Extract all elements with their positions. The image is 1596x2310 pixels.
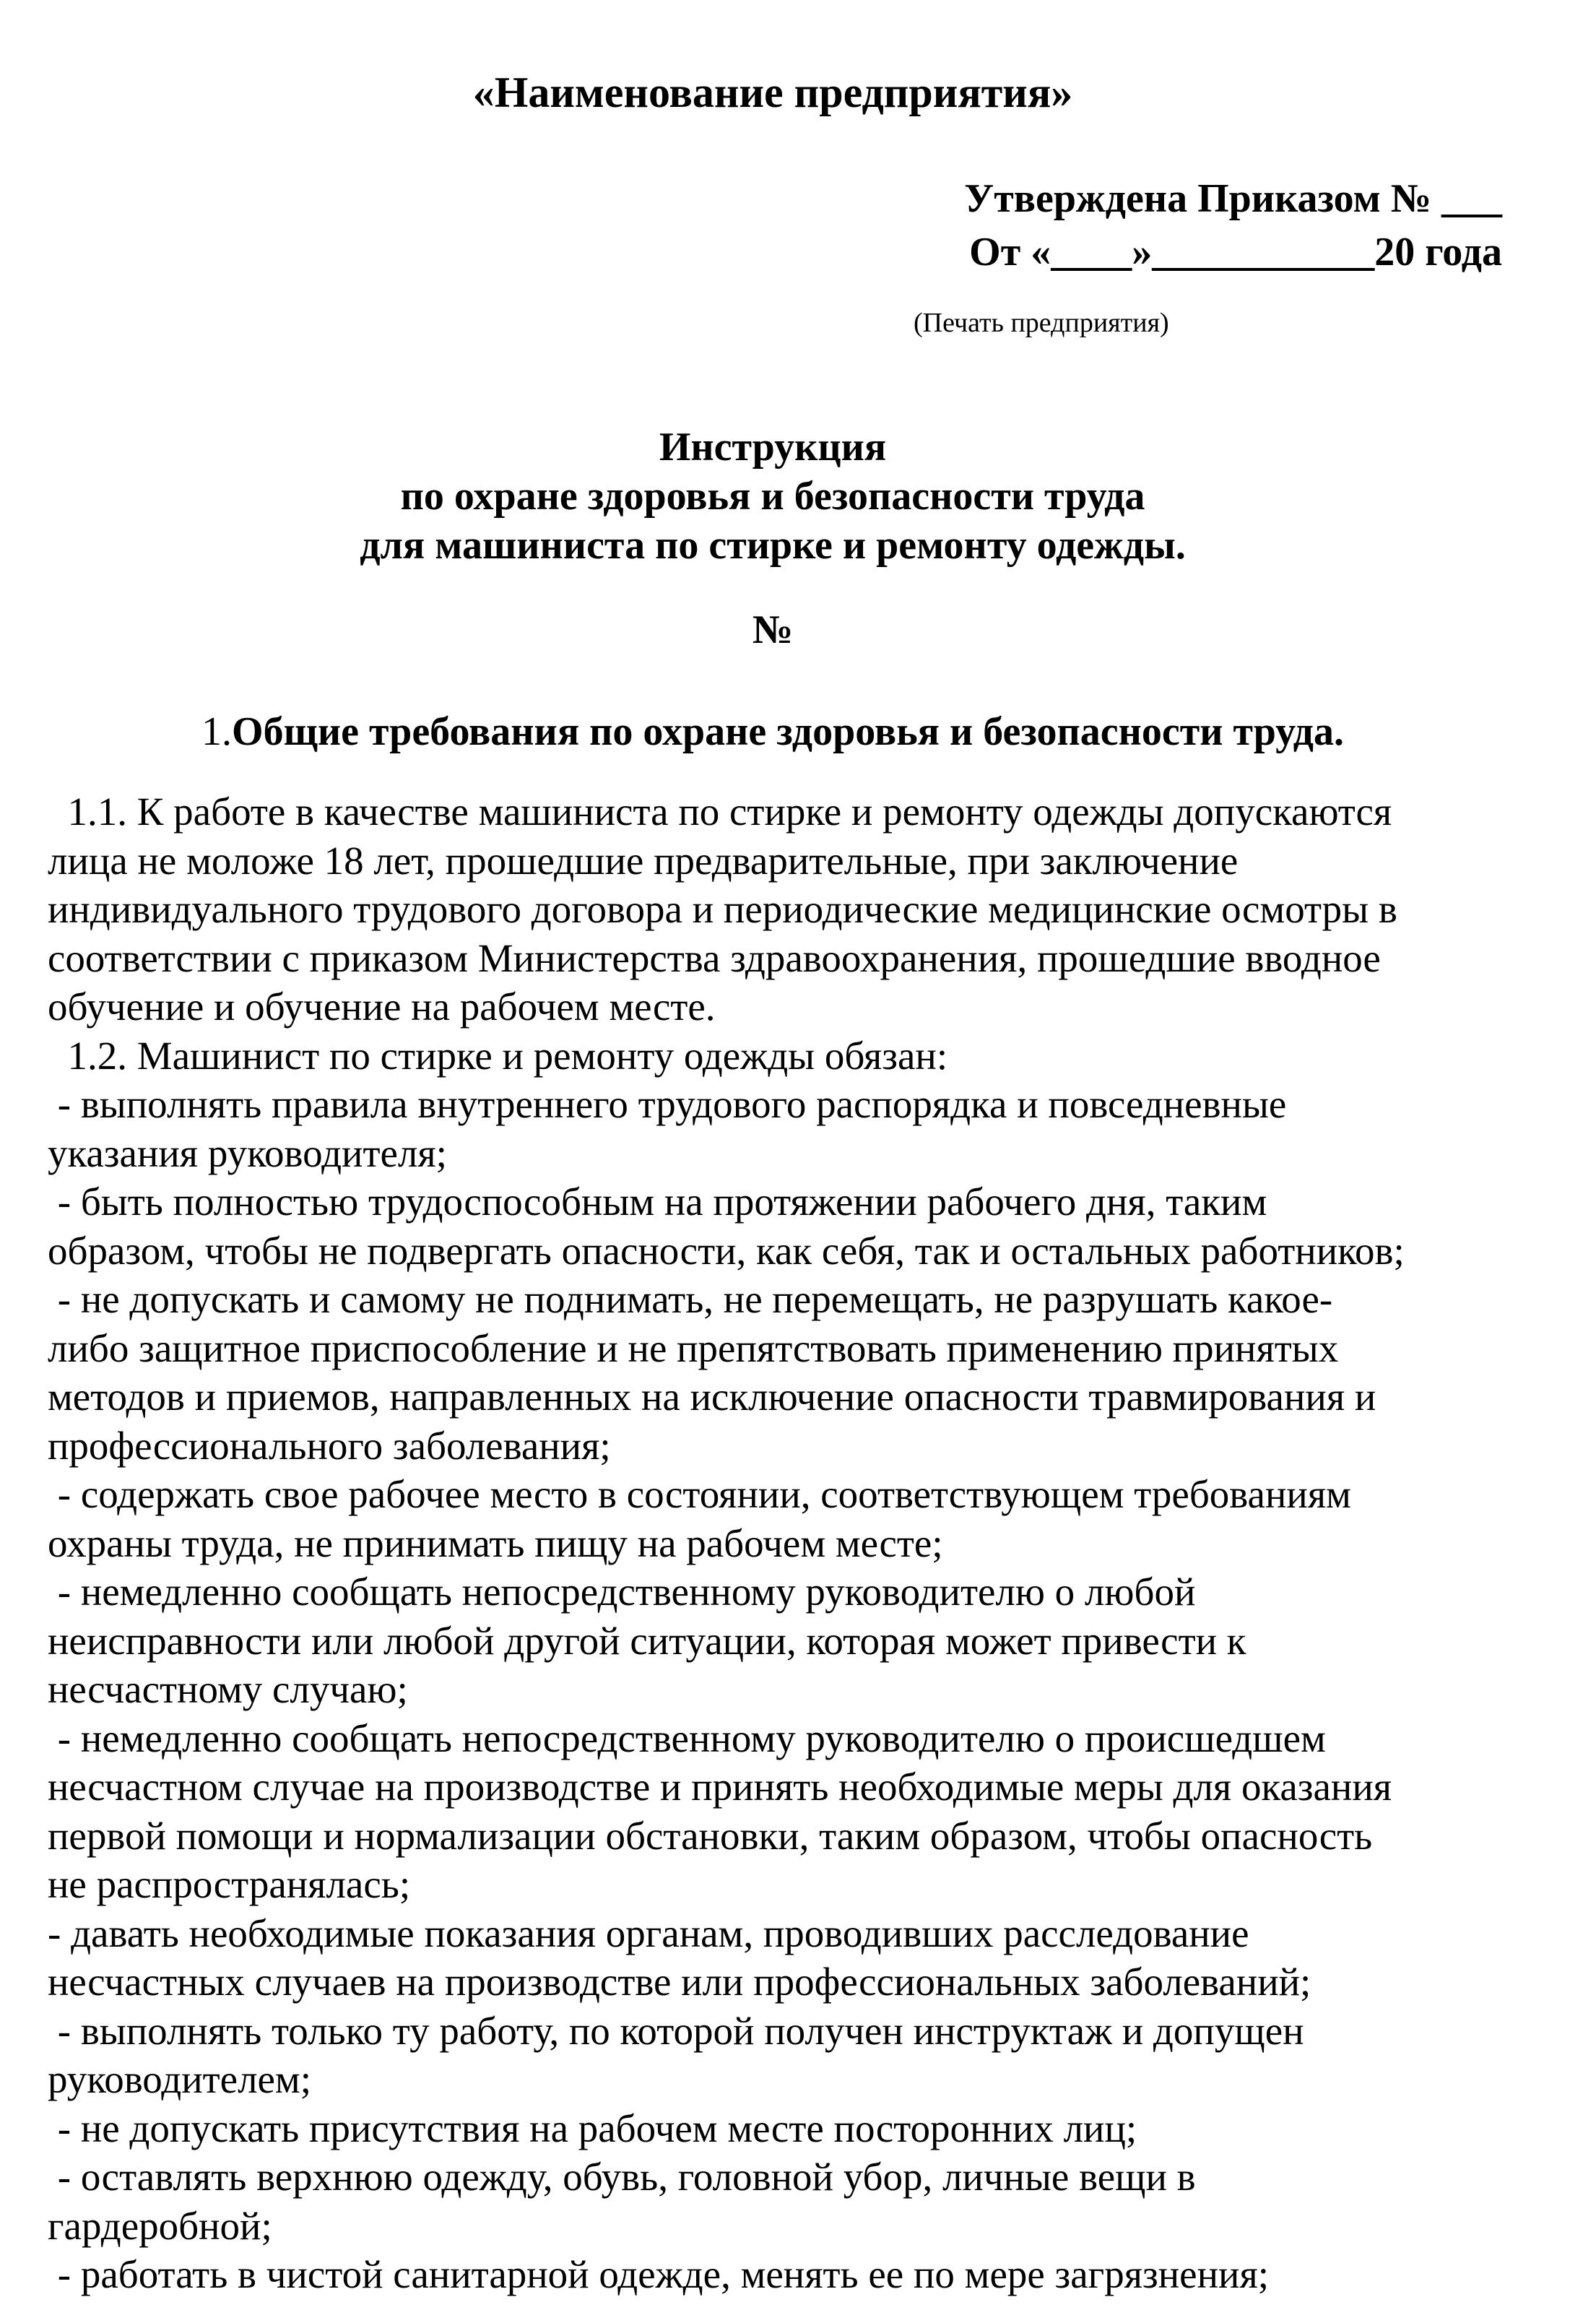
- title-line-1: Инструкция: [659, 425, 887, 470]
- approval-block: [852, 172, 1502, 279]
- document-number: №: [752, 607, 794, 652]
- body-line: - давать необходимые показания органам, проводивших расследование: [48, 1911, 1249, 1955]
- body-line: - работать в чистой санитарной одежде, менять ее по мере загрязнения;: [48, 2252, 1270, 2296]
- body-line: образом, чтобы не подвергать опасности, как себя, так и остальных работников;: [48, 1228, 1405, 1273]
- body-line: первой помощи и нормализации обстановки, таким образом, чтобы опасность: [48, 1813, 1373, 1858]
- body-line: несчастных случаев на производстве или профессиональных заболеваний;: [48, 1960, 1311, 2004]
- body-line: - не допускать присутствия на рабочем месте посторонних лиц;: [48, 2106, 1137, 2150]
- body-line: профессионального заболевания;: [48, 1423, 611, 1468]
- section-title: Общие требования по охране здоровья и безопасности труда.: [232, 709, 1344, 754]
- approval-date-line: От «____»___________20 года: [969, 230, 1502, 274]
- body-line: - быть полностью трудоспособным на протяжении рабочего дня, таким: [48, 1180, 1267, 1224]
- company-name: «Наименование предприятия»: [472, 69, 1073, 116]
- document-title: [0, 423, 1545, 570]
- body-line: несчастном случае на производстве и принять необходимые меры для оказания: [48, 1765, 1392, 1809]
- body-line: методов и приемов, направленных на исключение опасности травмирования и: [48, 1375, 1376, 1419]
- body-line: 1.2. Машинист по стирке и ремонту одежды обязан:: [48, 1033, 948, 1078]
- approval-order-line: Утверждена Приказом № ___: [964, 176, 1502, 221]
- body-line: 1.1. К работе в качестве машиниста по стирке и ремонту одежды допускаются: [48, 790, 1392, 834]
- body-line: - содержать свое рабочее место в состоянии, соответствующем требованиям: [48, 1472, 1351, 1516]
- body-line: - выполнять правила внутреннего трудового распорядка и повседневные: [48, 1082, 1287, 1126]
- section-heading: [0, 706, 1545, 757]
- section-number: 1: [201, 709, 222, 754]
- section-separator: .: [222, 709, 233, 754]
- body-line: индивидуального трудового договора и периодические медицинские осмотры в: [48, 887, 1397, 931]
- body-line: охраны труда, не принимать пищу на рабочем месте;: [48, 1520, 943, 1565]
- body-line: несчастному случаю;: [48, 1667, 408, 1711]
- body-line: - оставлять верхнюю одежду, обувь, головной убор, личные вещи в: [48, 2155, 1196, 2199]
- body-line: гардеробной;: [48, 2203, 272, 2248]
- body-line: неисправности или любой другой ситуации, которая может привести к: [48, 1618, 1246, 1663]
- body-line: - выполнять только ту работу, по которой получен инструктаж и допущен: [48, 2008, 1304, 2053]
- section-body: [48, 787, 1557, 2299]
- body-line: руководителем;: [48, 2057, 312, 2101]
- body-line: - не допускать и самому не поднимать, не перемещать, не разрушать какое-: [48, 1277, 1333, 1321]
- body-line: лица не моложе 18 лет, прошедшие предварительные, при заключение: [48, 838, 1239, 883]
- body-line: указания руководителя;: [48, 1130, 447, 1175]
- body-line: - немедленно сообщать непосредственному руководителю о происшедшем: [48, 1716, 1326, 1760]
- body-line: либо защитное приспособление и не препятствовать применению принятых: [48, 1325, 1339, 1370]
- body-line: соответствии с приказом Министерства здравоохранения, прошедшие вводное: [48, 935, 1381, 980]
- body-line: - немедленно сообщать непосредственному руководителю о любой: [48, 1570, 1196, 1614]
- body-line: не распространялась;: [48, 1862, 411, 1906]
- title-line-2: по охране здоровья и безопасности труда: [400, 474, 1145, 519]
- title-line-3: для машиниста по стирке и ремонту одежды.: [360, 523, 1186, 568]
- body-line: обучение и обучение на рабочем месте.: [48, 985, 716, 1029]
- seal-note: (Печать предприятия): [914, 308, 1169, 338]
